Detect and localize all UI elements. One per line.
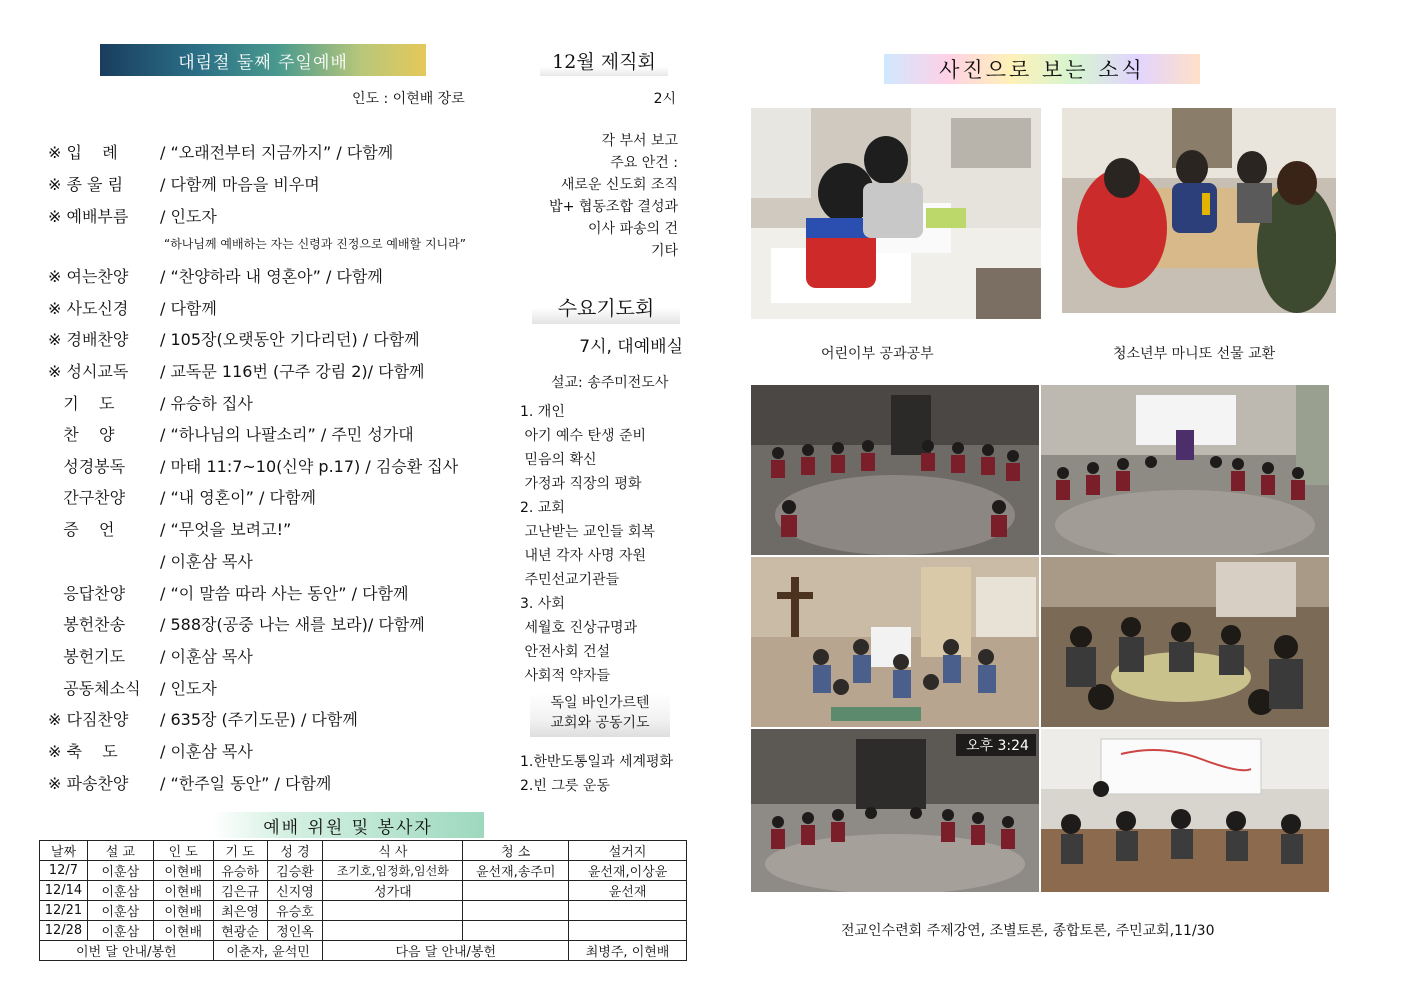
order-item-label: 기 도 — [48, 393, 115, 413]
order-item-label: 성경봉독 — [48, 456, 126, 476]
table-cell: 최병주, 이현배 — [569, 941, 687, 961]
table-row — [40, 901, 687, 921]
order-item-label: 찬 양 — [48, 424, 115, 444]
order-item-label: ※ 성시교독 — [48, 361, 129, 381]
order-item-text: / 교독문 116번 (구주 강림 2)/ 다함께 — [160, 361, 425, 381]
staff-title-banner — [212, 812, 484, 838]
news-title: 사진으로 보는 소식 — [939, 58, 1145, 82]
prayer-list-item: 내년 각자 사명 자원 — [520, 548, 646, 564]
staff-header: 날짜 — [40, 841, 88, 861]
order-item — [48, 546, 253, 574]
order-item-label: ※ 축 도 — [48, 741, 118, 761]
order-item — [48, 641, 253, 669]
table-cell — [323, 901, 463, 921]
order-item — [48, 388, 253, 416]
photo-retreat-3 — [751, 557, 1039, 727]
staff-header: 성 경 — [267, 841, 323, 861]
prayer-list-item: 믿음의 확신 — [520, 452, 597, 468]
order-item — [48, 137, 393, 165]
staff-header: 식 사 — [323, 841, 463, 861]
council-agenda-item: 주요 안건 : — [610, 155, 678, 171]
photo-retreat-6 — [1041, 729, 1329, 892]
prayer-list-item: 사회적 약자들 — [520, 668, 611, 684]
table-cell: 윤선재,이상윤 — [569, 861, 687, 881]
order-item-text: / 이훈삼 목사 — [160, 741, 253, 761]
table-row — [40, 881, 687, 901]
prayer-list-item: 가정과 직장의 평화 — [520, 476, 642, 492]
order-item-text: / 마태 11:7~10(신약 p.17) / 김승환 집사 — [160, 456, 459, 476]
staff-header: 기 도 — [213, 841, 267, 861]
table-cell — [463, 901, 569, 921]
staff-header-row — [40, 841, 687, 861]
order-item — [48, 201, 217, 229]
order-item-text: / “하나님의 나팔소리” / 주민 성가대 — [160, 424, 414, 444]
worship-title-banner — [100, 44, 426, 76]
order-item — [48, 768, 331, 796]
wednesday-preacher: 설교: 송주미전도사 — [551, 375, 669, 391]
german-item-1: 1.한반도통일과 세계평화 — [520, 754, 674, 770]
table-cell: 이현배 — [153, 861, 213, 881]
staff-title: 예배 위원 및 봉사자 — [263, 817, 433, 838]
staff-footer-row — [40, 941, 687, 961]
table-cell: 이훈삼 — [87, 881, 153, 901]
order-item — [48, 293, 217, 321]
photo-retreat-4 — [1041, 557, 1329, 727]
council-agenda-item: 밥+ 협동조합 결성과 — [549, 199, 678, 215]
order-item-label: 응답찬양 — [48, 583, 126, 603]
order-item-text: / 635장 (주기도문) / 다함께 — [160, 709, 358, 729]
photo-youth-gift-exchange — [1062, 108, 1336, 313]
order-item — [48, 419, 414, 447]
prayer-list-item: 고난받는 교인들 회복 — [520, 524, 656, 540]
order-item-text: / 인도자 — [160, 678, 217, 698]
order-item-text: / 다함께 마음을 비우며 — [160, 174, 320, 194]
caption-youth: 청소년부 마니또 선물 교환 — [1113, 346, 1276, 362]
order-item — [48, 736, 253, 764]
table-cell: 이훈삼 — [87, 861, 153, 881]
table-cell: 이현배 — [153, 901, 213, 921]
caption-retreat: 전교인수련회 주제강연, 조별토론, 종합토론, 주민교회,11/30 — [841, 923, 1215, 939]
table-cell: 김승환 — [267, 861, 323, 881]
council-title: 12월 제직회 — [552, 50, 656, 73]
table-row — [40, 921, 687, 941]
order-item — [48, 514, 291, 542]
table-cell: 윤선재,송주미 — [463, 861, 569, 881]
table-cell: 성가대 — [323, 881, 463, 901]
table-cell: 이훈삼 — [87, 901, 153, 921]
order-item-text: / 인도자 — [160, 206, 217, 226]
council-agenda-item: 새로운 신도회 조직 — [560, 177, 678, 193]
prayer-list-item: 2. 교회 — [520, 500, 565, 516]
photo-children-study — [751, 108, 1041, 319]
table-cell: 정인옥 — [267, 921, 323, 941]
council-time: 2시 — [653, 91, 676, 107]
wednesday-title-banner — [532, 288, 680, 324]
table-cell: 윤선재 — [569, 881, 687, 901]
order-item-label: ※ 여는찬양 — [48, 266, 129, 286]
worship-leader: 인도 : 이현배 장로 — [352, 91, 465, 107]
photo-clock-text: 오후 3:24 — [966, 738, 1029, 754]
order-item-label: ※ 입 례 — [48, 142, 118, 162]
table-cell: 12/21 — [40, 901, 88, 921]
staff-header: 인 도 — [153, 841, 213, 861]
staff-table — [39, 840, 687, 961]
table-row — [40, 861, 687, 881]
prayer-list-item: 아기 예수 탄생 준비 — [520, 428, 646, 444]
order-item-label: ※ 파송찬양 — [48, 773, 129, 793]
order-item-label: ※ 예배부름 — [48, 206, 129, 226]
prayer-list-item: 안전사회 건설 — [520, 644, 611, 660]
photo-retreat-5 — [751, 729, 1039, 892]
table-cell: 조기호,임정화,임선화 — [323, 861, 463, 881]
table-cell: 다음 달 안내/봉헌 — [323, 941, 569, 961]
staff-header: 청 소 — [463, 841, 569, 861]
order-item-text: / 이훈삼 목사 — [160, 646, 253, 666]
order-item-label: 증 언 — [48, 519, 115, 539]
table-cell: 최은영 — [213, 901, 267, 921]
council-agenda-item: 기타 — [650, 243, 678, 259]
council-agenda-item: 이사 파송의 건 — [587, 221, 678, 237]
wednesday-title: 수요기도회 — [557, 295, 655, 320]
table-cell: 유승하 — [213, 861, 267, 881]
order-item-label: ※ 경배찬양 — [48, 329, 129, 349]
order-item-label: 간구찬양 — [48, 487, 126, 507]
table-cell: 12/28 — [40, 921, 88, 941]
call-to-worship-verse: “하나님께 예배하는 자는 신령과 진정으로 예배할 지니라” — [164, 237, 466, 251]
table-cell — [569, 901, 687, 921]
order-item-label: 봉헌찬송 — [48, 614, 126, 634]
order-item-label: 공동체소식 — [48, 678, 141, 698]
table-cell: 이번 달 안내/봉헌 — [40, 941, 214, 961]
prayer-list-item: 세월호 진상규명과 — [520, 620, 638, 636]
staff-header: 설거지 — [569, 841, 687, 861]
table-cell: 이춘자, 윤석민 — [213, 941, 323, 961]
order-item-label: ※ 사도신경 — [48, 298, 129, 318]
order-item — [48, 673, 217, 701]
table-cell — [323, 921, 463, 941]
order-item-label: ※ 종 울 림 — [48, 174, 124, 194]
staff-header: 설 교 — [87, 841, 153, 861]
table-cell: 신지영 — [267, 881, 323, 901]
council-title-banner — [540, 44, 668, 76]
order-item — [48, 261, 383, 289]
caption-children: 어린이부 공과공부 — [821, 346, 934, 362]
german-title-line1: 독일 바인가르텐 — [550, 695, 650, 711]
order-item-text: / “오래전부터 지금까지” / 다함께 — [160, 142, 394, 162]
news-title-banner — [884, 54, 1200, 84]
order-item-text: / “찬양하라 내 영혼아” / 다함께 — [160, 266, 383, 286]
order-item-text: / 이훈삼 목사 — [160, 551, 253, 571]
table-cell: 이현배 — [153, 881, 213, 901]
photo-retreat-1 — [751, 385, 1039, 555]
photo-retreat-2 — [1041, 385, 1329, 555]
table-cell: 12/14 — [40, 881, 88, 901]
order-item — [48, 356, 425, 384]
table-cell: 12/7 — [40, 861, 88, 881]
prayer-list-item: 1. 개인 — [520, 404, 565, 420]
order-item — [48, 169, 320, 197]
order-item — [48, 451, 458, 479]
table-cell: 현광순 — [213, 921, 267, 941]
prayer-list-item: 3. 사회 — [520, 596, 565, 612]
order-item-text: / 다함께 — [160, 298, 217, 318]
worship-title: 대림절 둘째 주일예배 — [178, 52, 348, 73]
order-item-text: / “내 영혼이” / 다함께 — [160, 487, 316, 507]
order-item-text: / 유승하 집사 — [160, 393, 253, 413]
order-item-text: / “무엇을 보려고!” — [160, 519, 292, 539]
order-item — [48, 578, 408, 606]
german-title-banner — [530, 693, 670, 737]
table-cell — [463, 921, 569, 941]
table-cell: 이훈삼 — [87, 921, 153, 941]
order-item-text: / “이 말씀 따라 사는 동안” / 다함께 — [160, 583, 409, 603]
prayer-list-item: 주민선교기관들 — [520, 572, 620, 588]
table-cell — [463, 881, 569, 901]
order-item — [48, 704, 358, 732]
order-item-text: / “한주일 동안” / 다함께 — [160, 773, 332, 793]
order-item-text: / 105장(오랫동안 기다리던) / 다함께 — [160, 329, 420, 349]
german-item-2: 2.빈 그릇 운동 — [520, 778, 610, 794]
order-item — [48, 482, 316, 510]
wednesday-time: 7시, 대예배실 — [579, 337, 683, 357]
table-cell: 유승호 — [267, 901, 323, 921]
council-agenda-item: 각 부서 보고 — [601, 133, 678, 149]
table-cell: 이현배 — [153, 921, 213, 941]
order-item-label: ※ 다짐찬양 — [48, 709, 129, 729]
table-cell — [569, 921, 687, 941]
german-title-line2: 교회와 공동기도 — [550, 715, 650, 731]
order-item-text: / 588장(공중 나는 새를 보라)/ 다함께 — [160, 614, 425, 634]
order-item-label: 봉헌기도 — [48, 646, 126, 666]
order-item — [48, 609, 425, 637]
table-cell: 김은규 — [213, 881, 267, 901]
order-item — [48, 324, 420, 352]
